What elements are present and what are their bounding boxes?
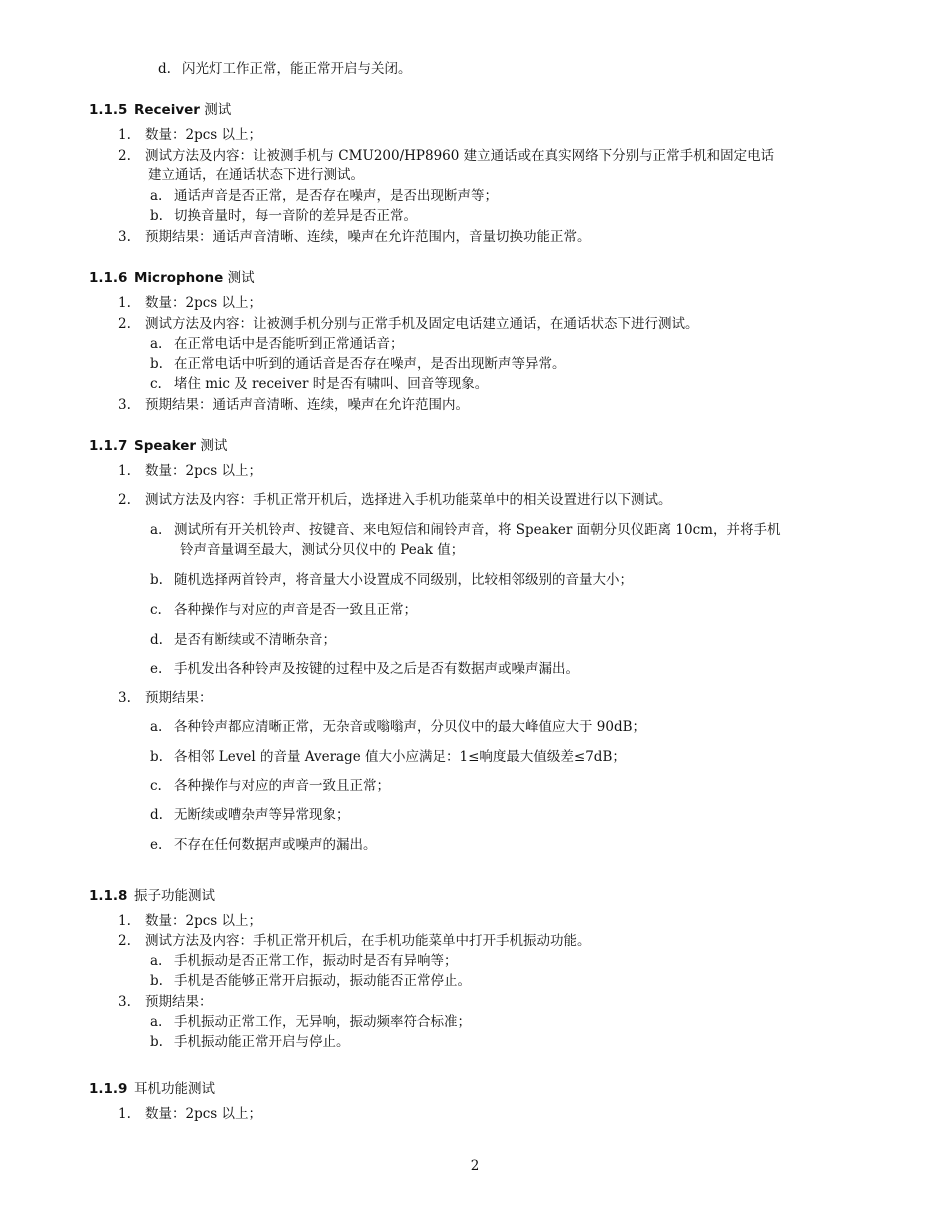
- list-marker: a.: [150, 336, 163, 352]
- list-text: 手机振动正常工作，无异响，振动频率符合标准；: [174, 1014, 471, 1030]
- list-text: 随机选择两首铃声，将音量大小设置成不同级别，比较相邻级别的音量大小；: [174, 572, 633, 588]
- sub-list-item: [150, 1033, 350, 1051]
- list-item: [118, 294, 262, 312]
- sub-list-item: [150, 375, 488, 393]
- list-text: 数量：2pcs 以上；: [145, 913, 263, 929]
- sub-list-item: [150, 952, 458, 970]
- list-text: 在正常电话中是否能听到正常通话音；: [174, 336, 404, 352]
- list-marker: b.: [150, 356, 163, 372]
- list-text: 测试方法及内容：让被测手机与 CMU200/HP8960 建立通话或在真实网络下分别与正常手机和固定电话: [145, 148, 775, 164]
- list-marker: c.: [150, 376, 162, 392]
- list-text: 各相邻 Level 的音量 Average 值大小应满足：1≤响度最大值级差≤7dB；: [174, 749, 626, 765]
- list-item: [118, 993, 213, 1011]
- section-number: 1.1.8: [89, 888, 128, 904]
- list-marker: e.: [150, 661, 163, 677]
- section-title: Microphone: [134, 270, 224, 286]
- list-marker: a.: [150, 953, 163, 969]
- list-text: 各种铃声都应清晰正常，无杂音或嗡嗡声，分贝仪中的最大峰值应大于 90dB；: [174, 719, 647, 735]
- sub-list-item: [150, 187, 498, 205]
- section-number: 1.1.6: [89, 270, 128, 286]
- list-marker: b.: [150, 208, 163, 224]
- list-item-continuation: [148, 166, 364, 184]
- list-text: 数量：2pcs 以上；: [145, 295, 263, 311]
- list-marker: 1.: [118, 127, 131, 143]
- list-text: 手机振动能正常开启与停止。: [174, 1034, 350, 1050]
- section-title-suffix: 测试: [223, 270, 255, 286]
- list-text: 手机是否能够正常开启振动，振动能否正常停止。: [174, 973, 471, 989]
- section-title-suffix: 振子功能测试: [134, 888, 215, 904]
- list-marker: a.: [150, 522, 163, 538]
- list-item: [118, 689, 213, 707]
- list-text: 无断续或嘈杂声等异常现象；: [174, 807, 350, 823]
- list-marker: 3.: [118, 229, 131, 245]
- list-text: 是否有断续或不清晰杂音；: [174, 632, 336, 648]
- list-marker: 2.: [118, 933, 131, 949]
- list-text: 手机振动是否正常工作，振动时是否有异响等；: [174, 953, 458, 969]
- sub-list-item: [150, 1013, 471, 1031]
- list-text: 测试方法及内容：手机正常开机后，在手机功能菜单中打开手机振动功能。: [145, 933, 591, 949]
- section-title-suffix: 测试: [196, 438, 228, 454]
- list-text: 铃声音量调至最大，测试分贝仪中的 Peak 值；: [180, 542, 465, 558]
- list-text: 测试方法及内容：让被测手机分别与正常手机及固定电话建立通话，在通话状态下进行测试。: [145, 316, 699, 332]
- section-heading: [89, 437, 227, 455]
- list-marker: c.: [150, 602, 162, 618]
- list-text: 在正常电话中听到的通话音是否存在噪声，是否出现断声等异常。: [174, 356, 566, 372]
- sub-list-item: [150, 521, 780, 539]
- list-item-continuation: [180, 541, 464, 559]
- list-text: 数量：2pcs 以上；: [145, 127, 263, 143]
- section-heading: [89, 269, 255, 287]
- list-item: [118, 1105, 262, 1123]
- list-marker: 1.: [118, 1106, 131, 1122]
- list-marker: c.: [150, 778, 162, 794]
- sub-list-item: [150, 748, 626, 766]
- list-text: 预期结果：通话声音清晰、连续，噪声在允许范围内，音量切换功能正常。: [145, 229, 591, 245]
- list-item: [118, 396, 469, 414]
- list-marker: 2.: [118, 148, 131, 164]
- list-item: [118, 147, 774, 165]
- section-title: Receiver: [134, 102, 200, 118]
- list-marker: 1.: [118, 913, 131, 929]
- list-text: 各种操作与对应的声音一致且正常；: [174, 778, 390, 794]
- section-title: Speaker: [134, 438, 197, 454]
- list-marker: 1.: [118, 295, 131, 311]
- sub-list-item: [150, 718, 646, 736]
- sub-list-item: [150, 207, 417, 225]
- sub-list-item: [150, 571, 633, 589]
- list-text: 预期结果：: [145, 690, 213, 706]
- sub-list-item: [150, 806, 350, 824]
- list-text: 闪光灯工作正常，能正常开启与关闭。: [182, 61, 412, 77]
- list-item: [118, 932, 591, 950]
- list-text: 切换音量时，每一音阶的差异是否正常。: [174, 208, 417, 224]
- list-text: 数量：2pcs 以上；: [145, 1106, 263, 1122]
- section-number: 1.1.5: [89, 102, 128, 118]
- sub-list-item: [150, 836, 377, 854]
- list-item: [118, 315, 699, 333]
- sub-list-item: [150, 355, 566, 373]
- list-text: 建立通话，在通话状态下进行测试。: [148, 167, 364, 183]
- list-text: 数量：2pcs 以上；: [145, 463, 263, 479]
- list-text: 手机发出各种铃声及按键的过程中及之后是否有数据声或噪声漏出。: [174, 661, 579, 677]
- list-marker: d.: [150, 807, 163, 823]
- sub-list-item: [150, 631, 336, 649]
- sub-list-item: [150, 660, 579, 678]
- section-number: 1.1.9: [89, 1081, 128, 1097]
- list-marker: a.: [150, 719, 163, 735]
- section-title-suffix: 测试: [199, 102, 232, 118]
- sub-list-item: [150, 601, 417, 619]
- list-marker: 2.: [118, 492, 131, 508]
- list-text: 各种操作与对应的声音是否一致且正常；: [174, 602, 417, 618]
- list-marker: 1.: [118, 463, 131, 479]
- list-marker: a.: [150, 188, 163, 204]
- section-heading: [89, 1080, 215, 1098]
- list-text: 不存在任何数据声或噪声的漏出。: [174, 837, 377, 853]
- section-number: 1.1.7: [89, 438, 128, 454]
- sub-list-item: [158, 60, 412, 78]
- list-marker: 3.: [118, 690, 131, 706]
- list-marker: 2.: [118, 316, 131, 332]
- list-item: [118, 912, 262, 930]
- section-heading: [89, 101, 231, 119]
- list-text: 测试所有开关机铃声、按键音、来电短信和闹铃声音，将 Speaker 面朝分贝仪距离 10cm，并将手机: [174, 522, 781, 538]
- section-title-suffix: 耳机功能测试: [134, 1081, 215, 1097]
- list-marker: b.: [150, 1034, 163, 1050]
- sub-list-item: [150, 335, 404, 353]
- list-marker: b.: [150, 572, 163, 588]
- list-item: [118, 126, 262, 144]
- list-text: 堵住 mic 及 receiver 时是否有啸叫、回音等现象。: [174, 376, 489, 392]
- list-item: [118, 228, 591, 246]
- list-item: [118, 491, 672, 509]
- list-marker: a.: [150, 1014, 163, 1030]
- sub-list-item: [150, 972, 471, 990]
- list-marker: d.: [158, 61, 171, 77]
- list-text: 预期结果：通话声音清晰、连续，噪声在允许范围内。: [145, 397, 469, 413]
- list-item: [118, 462, 262, 480]
- section-heading: [89, 887, 215, 905]
- list-text: 预期结果：: [145, 994, 213, 1010]
- list-marker: b.: [150, 973, 163, 989]
- list-marker: d.: [150, 632, 163, 648]
- page-number: 2: [470, 1158, 480, 1174]
- sub-list-item: [150, 777, 390, 795]
- list-text: 通话声音是否正常，是否存在噪声，是否出现断声等；: [174, 188, 498, 204]
- list-marker: 3.: [118, 994, 131, 1010]
- list-text: 测试方法及内容：手机正常开机后，选择进入手机功能菜单中的相关设置进行以下测试。: [145, 492, 672, 508]
- list-marker: b.: [150, 749, 163, 765]
- list-marker: 3.: [118, 397, 131, 413]
- list-marker: e.: [150, 837, 163, 853]
